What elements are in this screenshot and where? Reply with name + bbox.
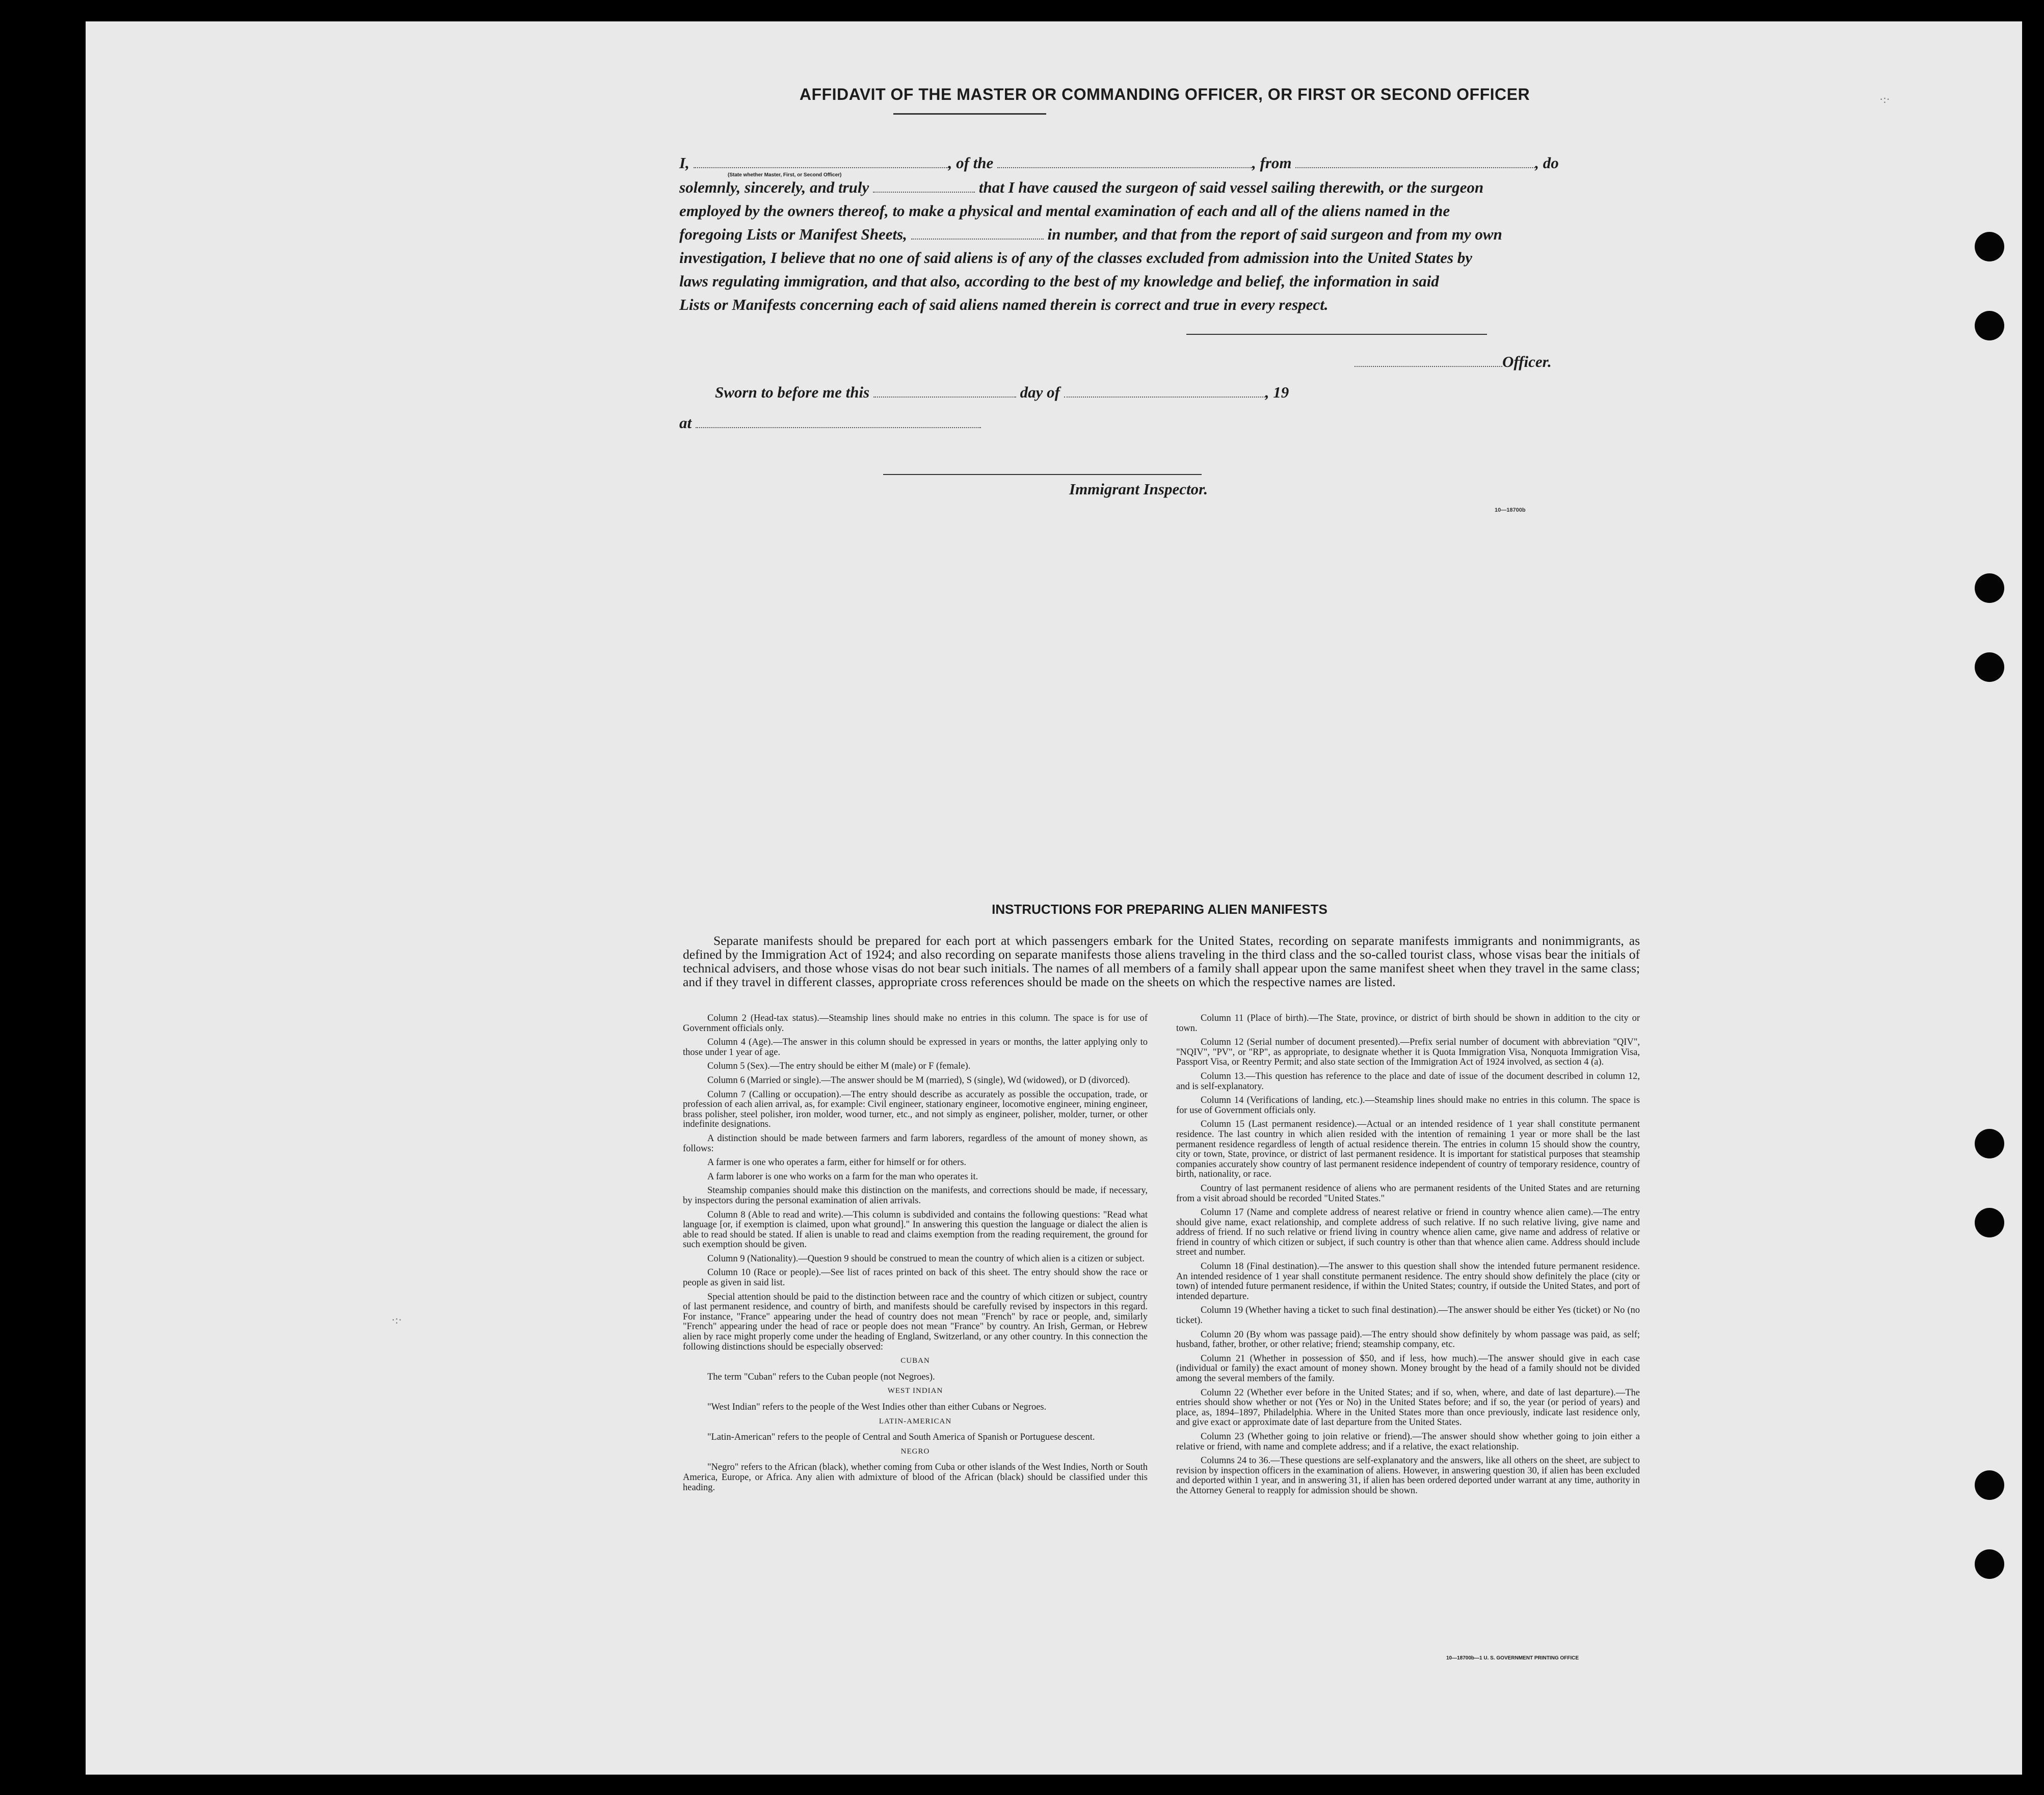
form-code: 10—18700b <box>1495 507 1526 513</box>
instruction-paragraph: Column 2 (Head-tax status).—Steamship lines should make no entries in this column. The space is for use of Government officials only. <box>683 1013 1148 1034</box>
instruction-paragraph: Special attention should be paid to the distinction between race and the country of which citizen or subject, country of last permanent residence, and country of birth, and manifests should be carefully revised by inspectors in this regard. For instance, "France" appearing under the head of country does not mean "French" by race or people, and, similarly "French" appearing under the head of race or people does not mean "France" by country. An Irish, German, or Hebrew alien by race might properly come under the heading of England, Switzerland, or any other country. In this connection the following distinctions should be especially observed: <box>683 1291 1148 1352</box>
scan-mark: ·:· <box>391 1313 402 1326</box>
affidavit-line-3: employed by the owners thereof, to make a physical and mental examination of each and all of the aliens named in the <box>679 202 1450 220</box>
instruction-paragraph: Column 14 (Verifications of landing, etc.).—Steamship lines should make no entries in this column. The space is for use of Government officials only. <box>1176 1095 1640 1116</box>
officer-rank-field[interactable] <box>694 164 948 168</box>
instructions-left-column <box>683 1014 1148 1497</box>
officer-line <box>1355 353 1552 371</box>
scan-mark: ·:· <box>1879 93 1890 105</box>
instruction-paragraph: Column 17 (Name and complete address of nearest relative or friend in country whence alien came).—The entry should give name, exact relationship, and complete address of such relative. If no such relative living, give name and address of friend. If no such relative or friend living in country whence alien came, give name and address of relative or friend in country of which citizen or subject, if such country is other than that whence alien came. Address should include street and number. <box>1176 1207 1640 1258</box>
instruction-paragraph: Column 21 (Whether in possession of $50, and if less, how much).—The answer should give in each case (individual or family) the exact amount of money shown. Money brought by the head of a family should not be divided among the several members of the family. <box>1176 1353 1640 1384</box>
instruction-paragraph: Column 13.—This question has reference to the place and date of issue of the document described in column 12, and is self-explanatory. <box>1176 1071 1640 1092</box>
affidavit-text: in number, and that from the report of said surgeon and from my own <box>1047 225 1502 243</box>
sworn-place-field[interactable] <box>696 424 981 428</box>
at-line <box>679 414 981 432</box>
cuban-text: The term "Cuban" refers to the Cuban people (not Negroes). <box>707 1371 935 1382</box>
affidavit-line-2 <box>679 178 1483 197</box>
latin-american-heading: LATIN-AMERICAN <box>879 1417 952 1426</box>
instruction-paragraph: Column 22 (Whether ever before in the United States; and if so, when, where, and date of last departure).—The entries should show whether or not (Yes or No) in the United States before; and if so, the year (or period of years) and place, as, 1894–1897, Philadelphia. Where in the United States more than once previously, indicate last residence only, and give exact or approximate date of last departure from the United States. <box>1176 1387 1640 1428</box>
document-page <box>86 21 2022 1775</box>
instruction-paragraph: Column 15 (Last permanent residence).—Actual or an intended residence of 1 year shall constitute permanent residence. The last country in which alien resided with the intention of remaining 1 year or more shall be the last permanent residence regardless of length of actual residence therein. The entries in column 15 should show the country, city or town, State, province, or district of last permanent residence. It is important for statistical purposes that steamship companies accurately show country of last permanent residence independent of country of temporary residence, country of birth, nationality, or race. <box>1176 1119 1640 1180</box>
oath-field[interactable] <box>873 189 975 193</box>
instruction-paragraph: A farm laborer is one who works on a farm for the man who operates it. <box>707 1171 978 1182</box>
affidavit-text: that I have caused the surgeon of said vessel sailing therewith, or the surgeon <box>978 178 1484 196</box>
binder-hole <box>1975 1129 2004 1158</box>
affidavit-text: , from <box>1252 154 1292 172</box>
affidavit-line-6: laws regulating immigration, and that also, according to the best of my knowledge and belief, the information in said <box>679 272 1439 290</box>
sheet-count-field[interactable] <box>911 235 1044 240</box>
west-indian-heading: WEST INDIAN <box>887 1387 943 1395</box>
binder-hole <box>1975 232 2004 261</box>
rank-note: (State whether Master, First, or Second Officer) <box>728 172 842 178</box>
negro-text: "Negro" refers to the African (black), whether coming from Cuba or other islands of the West Indies, North or South America, Europe, or Africa. Any alien with admixture of blood of the African (black) should be classified under this heading. <box>683 1462 1148 1493</box>
affidavit-text: foregoing Lists or Manifest Sheets, <box>679 225 907 243</box>
negro-heading: NEGRO <box>900 1447 930 1456</box>
sworn-text: Sworn to before me this <box>715 383 870 401</box>
affidavit-line-5: investigation, I believe that no one of said aliens is of any of the classes excluded from admission into the United States by <box>679 249 1473 267</box>
instruction-paragraph: Column 7 (Calling or occupation).—The entry should describe as accurately as possible the occupation, trade, or profession of each alien arrival, as, for example: Civil engineer, stationary engineer, locomotive engineer, mining engineer, brass polisher, steel polisher, iron molder, wood turner, etc., and not simply as engineer, polisher, molder, turner, or other indefinite designations. <box>683 1089 1148 1130</box>
binder-hole <box>1975 1470 2004 1500</box>
instruction-paragraph: Columns 24 to 36.—These questions are self-explanatory and the answers, like all others on the sheet, are subject to revision by inspection officers in the examination of aliens. However, in answering question 30, if alien has been excluded and deported within 1 year, and in answering 31, if alien has been ordered deported under warrant at any time, authority in the Attorney General to reapply for admission should be shown. <box>1176 1456 1640 1496</box>
affidavit-line-1 <box>679 154 1559 172</box>
sworn-day-field[interactable] <box>873 393 1016 398</box>
instruction-paragraph: Country of last permanent residence of aliens who are permanent residents of the United States and are returning from a visit abroad should be recorded "United States." <box>1176 1183 1640 1204</box>
affidavit-section <box>679 85 1640 115</box>
binder-hole <box>1975 1208 2004 1237</box>
instruction-paragraph: Column 19 (Whether having a ticket to such final destination).—The answer should be either Yes (ticket) or No (no ticket). <box>1176 1305 1640 1326</box>
port-from-field[interactable] <box>1295 164 1535 168</box>
day-of-text: day of <box>1020 383 1060 401</box>
instruction-paragraph: A farmer is one who operates a farm, either for himself or for others. <box>707 1157 967 1168</box>
instruction-paragraph: Column 20 (By whom was passage paid).—The entry should show definitely by whom passage was paid, as self; husband, father, brother, or other relative; friend; steamship company, etc. <box>1176 1329 1640 1350</box>
binder-hole <box>1975 311 2004 340</box>
cuban-heading: CUBAN <box>900 1357 930 1365</box>
instruction-paragraph: Column 23 (Whether going to join relative or friend).—The answer should show whether going to join either a relative or friend, with name and complete address; and if a relative, the exact relationship. <box>1176 1431 1640 1452</box>
affidavit-line-7: Lists or Manifests concerning each of said aliens named therein is correct and true in every respect. <box>679 296 1329 313</box>
affidavit-text: , do <box>1535 154 1559 172</box>
at-text: at <box>679 414 692 432</box>
instructions-right-column <box>1176 1014 1640 1500</box>
instruction-paragraph: A distinction should be made between farmers and farm laborers, regardless of the amount of money shown, as follows: <box>683 1133 1148 1154</box>
officer-signature-line[interactable] <box>1186 334 1487 335</box>
instruction-paragraph: Column 12 (Serial number of document presented).—Prefix serial number of document with abbreviation "QIV", "NQIV", "PV", or "RP", as appropriate, to designate whether it is Quota Immigration Visa, Nonquota Immigration Visa, Passport Visa, or Reentry Permit; and also state section of the Immigration Act of 1924 involved, as section 4 (a). <box>1176 1037 1640 1068</box>
instruction-paragraph: Column 9 (Nationality).—Question 9 should be construed to mean the country of which alien is a citizen or subject. <box>707 1253 1145 1264</box>
sworn-month-field[interactable] <box>1064 393 1265 398</box>
instruction-paragraph: Column 4 (Age).—The answer in this column should be expressed in years or months, the latter applying only to those under 1 year of age. <box>683 1037 1148 1058</box>
instruction-paragraph: Column 10 (Race or people).—See list of races printed on back of this sheet. The entry should show the race or people as given in said list. <box>683 1268 1148 1288</box>
title-divider <box>893 113 1046 115</box>
printing-office-footer: 10—18700b—1 U. S. GOVERNMENT PRINTING OFFICE <box>1446 1655 1579 1661</box>
instruction-paragraph: Steamship companies should make this distinction on the manifests, and corrections should be made, if necessary, by inspectors during the personal examination of alien arrivals. <box>683 1185 1148 1206</box>
vessel-name-field[interactable] <box>997 164 1252 168</box>
affidavit-line-4 <box>679 225 1502 244</box>
year-prefix: , 19 <box>1265 383 1289 401</box>
affidavit-title: AFFIDAVIT OF THE MASTER OR COMMANDING OFFICER, OR FIRST OR SECOND OFFICER <box>799 85 1530 103</box>
affidavit-text: , of the <box>948 154 994 172</box>
west-indian-text: "West Indian" refers to the people of the West Indies other than either Cubans or Negroes. <box>707 1402 1047 1412</box>
instruction-paragraph: Column 8 (Able to read and write).—This column is subdivided and contains the following questions: "Read what language [or, if exemption is claimed, upon what ground]." In answering this question the language or dialect the alien is able to read should be stated. If alien is unable to read and claims exemption from the reading requirement, the ground for such exemption should be given. <box>683 1209 1148 1250</box>
affidavit-text: solemnly, sincerely, and truly <box>679 178 869 196</box>
instruction-paragraph: Column 11 (Place of birth).—The State, province, or district of birth should be shown in addition to the city or town. <box>1176 1013 1640 1034</box>
binder-hole <box>1975 573 2004 603</box>
binder-hole <box>1975 1549 2004 1579</box>
affidavit-text: I, <box>679 154 689 172</box>
officer-title-field[interactable] <box>1355 363 1502 367</box>
instruction-paragraph: Column 18 (Final destination).—The answer to this question shall show the intended future permanent residence. An intended residence of 1 year shall constitute permanent residence. The entry should show definitely the place (city or town) of intended future permanent residence, if within the United States; country, if outside the United States, and port of intended departure. <box>1176 1261 1640 1302</box>
sworn-line <box>715 383 1289 402</box>
instruction-paragraph: Column 6 (Married or single).—The answer should be M (married), S (single), Wd (widowed), or D (divorced). <box>707 1075 1130 1086</box>
binder-hole <box>1975 652 2004 682</box>
officer-label: Officer. <box>1502 353 1552 371</box>
instruction-paragraph: Column 5 (Sex).—The entry should be either M (male) or F (female). <box>707 1061 971 1072</box>
instructions-intro: Separate manifests should be prepared for each port at which passengers embark for the United States, recording on separate manifests immigrants and nonimmigrants, as defined by the Immigration Act of 1924; and also recording on separate manifests those aliens traveling in the third class and the so-called tourist class, whose visas bear the initials of technical advisers, and those whose visas do not bear such initials. The names of all members of a family shall appear upon the same manifest sheet when they travel in the same class; and if they travel in different classes, appropriate cross references should be made on the sheets on which the respective names are listed. <box>683 933 1640 989</box>
inspector-label: Immigrant Inspector. <box>1069 480 1208 498</box>
latin-american-text: "Latin-American" refers to the people of Central and South America of Spanish or Portuguese descent. <box>707 1432 1095 1443</box>
inspector-signature-line[interactable] <box>883 474 1202 475</box>
instructions-title: INSTRUCTIONS FOR PREPARING ALIEN MANIFESTS <box>992 902 1328 917</box>
